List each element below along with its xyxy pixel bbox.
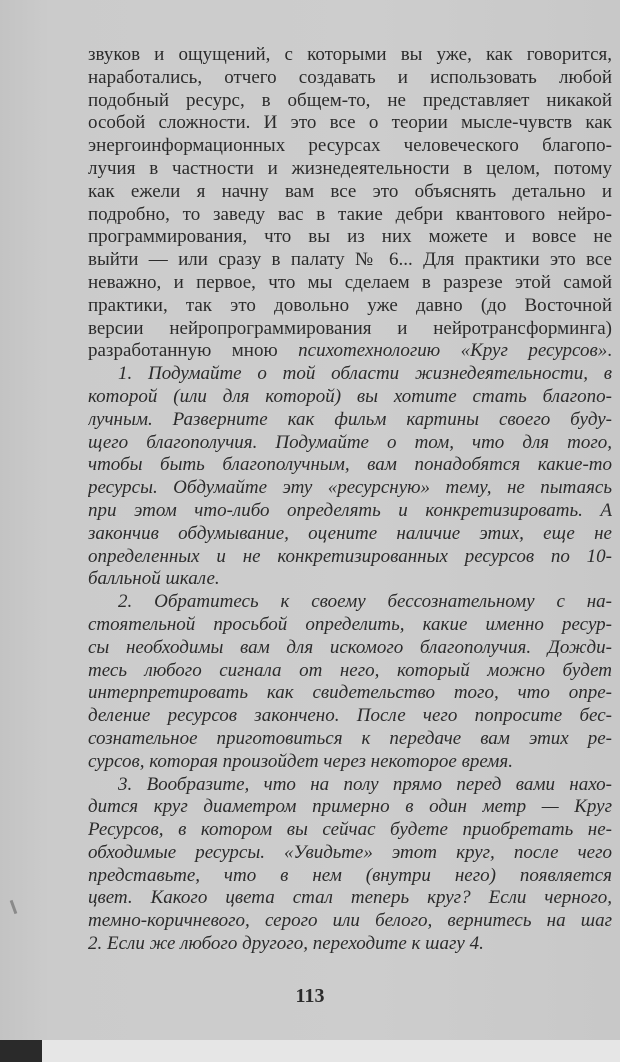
step-3 <box>88 774 612 956</box>
text-line: лучия в частности и жизнедеятельности в целом, потому <box>88 157 612 179</box>
step-line: которой (или для которой) вы хотите стать благопо- <box>88 385 612 407</box>
text-line: подобный ресурс, в общем-то, не представляет никакой <box>88 89 612 111</box>
step-line: 2. Если же любого другого, переходите к шагу 4. <box>88 933 484 955</box>
margin-pencil-mark <box>10 900 18 914</box>
step-1 <box>88 363 612 591</box>
step-line: ресурсы. Обдумайте эту «ресурсную» тему, не пытаясь <box>88 477 612 499</box>
step-line: представьте, что в нем (внутри него) появляется <box>88 864 612 886</box>
body-text <box>88 44 612 956</box>
text-line: подробно, то заведу вас в такие дебри квантового нейро- <box>88 203 612 225</box>
step-line: деление ресурсов закончено. После чего попросите бес- <box>88 705 612 727</box>
step-2 <box>88 591 612 773</box>
text-line: как ежели я начну вам все это объяснять детально и <box>88 180 612 202</box>
step-line: тесь любого сигнала от него, который можно будет <box>88 659 612 681</box>
text-line: практики, так это довольно уже давно (до Восточной <box>88 294 612 316</box>
step-line: сознательное приготовиться к передаче вам этих ре- <box>88 727 612 749</box>
text-line: неважно, и первое, что мы сделаем в разрезе этой самой <box>88 271 612 293</box>
step-line: дится круг диаметром примерно в один метр — Круг <box>88 796 612 818</box>
text-line: наработались, отчего создавать и использовать любой <box>88 66 612 88</box>
text-run: . <box>607 340 612 362</box>
step-line: определенных и не конкретизированных ресурсов по 10- <box>88 545 612 567</box>
step-line: Ресурсов, в котором вы сейчас будете приобретать не- <box>88 819 612 841</box>
step-line: закончив обдумывание, оцените наличие этих, еще не <box>88 522 612 544</box>
text-run-italic: психотехнологию «Круг ресурсов» <box>298 340 608 362</box>
step-line: щего благополучия. Подумайте о том, что для того, <box>88 431 612 453</box>
step-line: сы необходимы вам для искомого благополучия. Дожди- <box>88 636 612 658</box>
text-line: программирования, что вы из них можете и вовсе не <box>88 226 612 248</box>
text-line: особой сложности. И это все о теории мысле-чувств как <box>88 112 612 134</box>
text-line: энергоинформационных ресурсах человеческого благопо- <box>88 135 612 157</box>
step-line: 3. Вообразите, что на полу прямо перед вами нахо- <box>118 773 612 795</box>
text-line: версии нейропрограммирования и нейротрансформинга) <box>88 317 612 339</box>
step-line: при этом что-либо определять и конкретизировать. А <box>88 499 612 521</box>
step-line: стоятельной просьбой определить, какие именно ресур- <box>88 613 612 635</box>
text-line: звуков и ощущений, с которыми вы уже, как говорится, <box>88 44 612 65</box>
step-line: темно-коричневого, серого или белого, вернитесь на шаг <box>88 910 612 932</box>
binding-shadow <box>0 1040 42 1062</box>
step-line: сурсов, которая произойдет через некоторое время. <box>88 750 514 772</box>
step-line: интерпретировать как свидетельство того, что опре- <box>88 682 612 704</box>
step-line: 2. Обратитесь к своему бессознательному с на- <box>118 591 612 613</box>
step-line: 1. Подумайте о той области жизнедеятельности, в <box>118 363 612 385</box>
step-line: чтобы быть благополучным, вам понадобятся какие-то <box>88 454 612 476</box>
text-line: выйти — или сразу в палату № 6... Для практики это все <box>88 249 612 271</box>
step-line: цвет. Какого цвета стал теперь круг? Если черного, <box>88 887 612 909</box>
text-run: разработанную мною <box>88 340 299 362</box>
page-number: 113 <box>295 985 325 1007</box>
text-line-mixed <box>88 340 612 363</box>
step-line: обходимые ресурсы. «Увидьте» этот круг, после чего <box>88 841 612 863</box>
step-line: балльной шкале. <box>88 568 220 590</box>
page-bottom-edge <box>0 1040 620 1062</box>
step-line: лучным. Разверните как фильм картины своего буду- <box>88 408 612 430</box>
